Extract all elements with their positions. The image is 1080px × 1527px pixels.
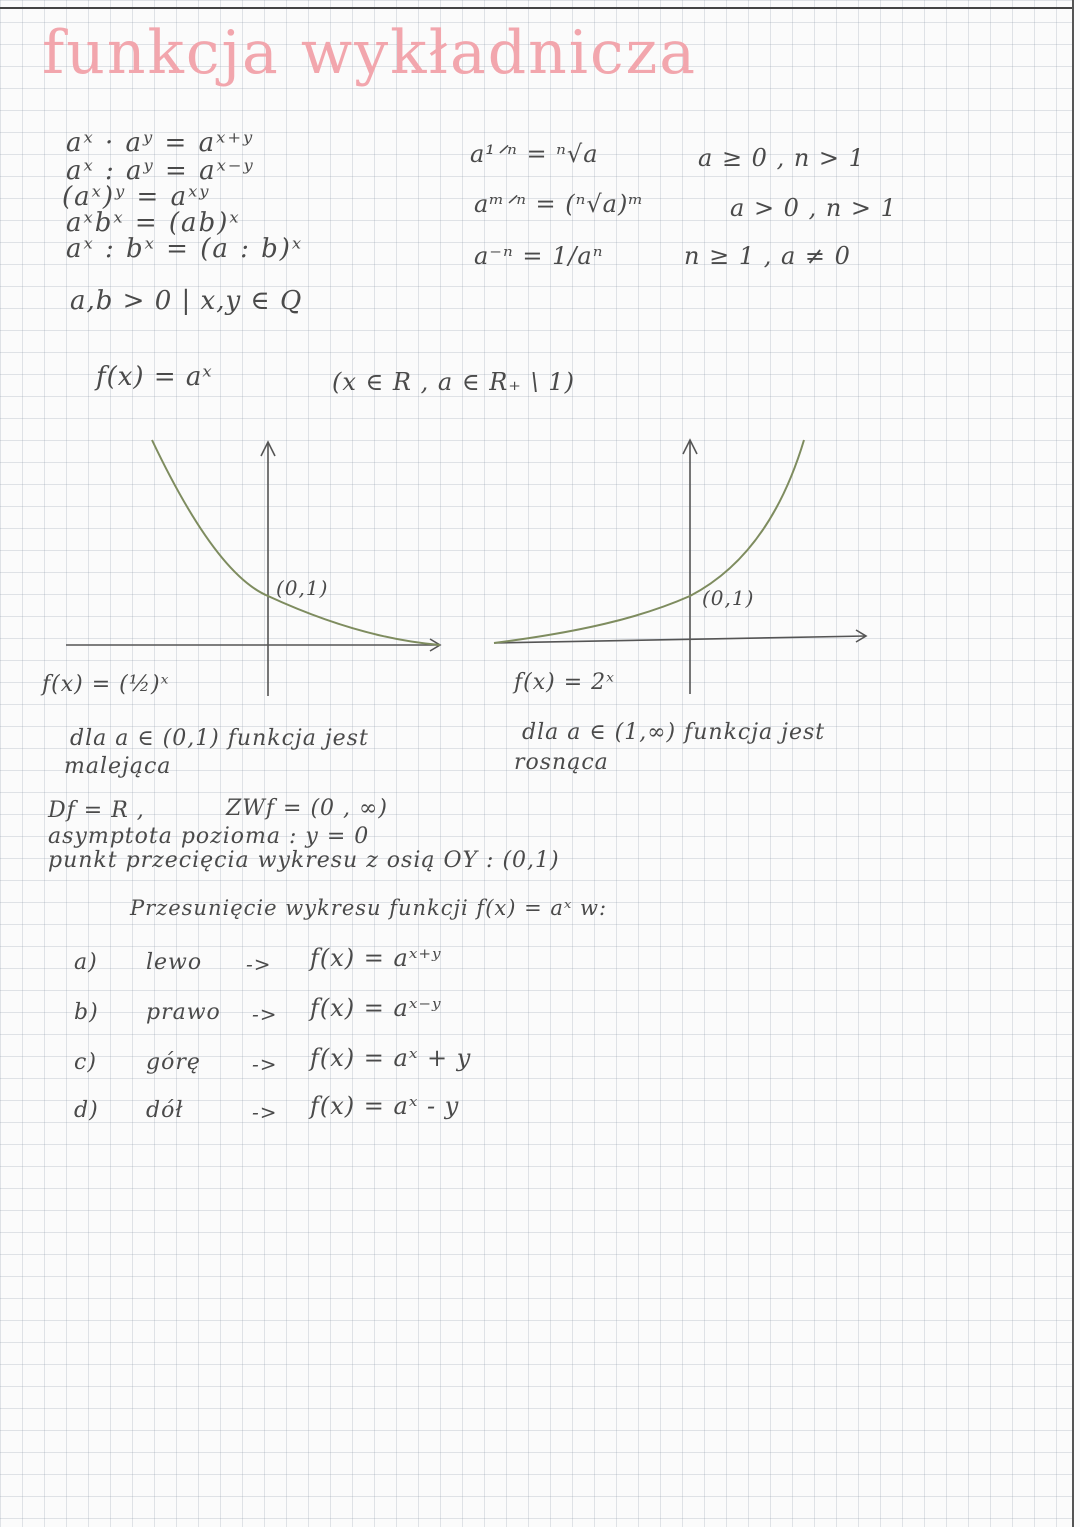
right-graph-label: f(x) = 2ˣ: [514, 670, 615, 695]
left-graph: [66, 440, 440, 696]
range-property: ZWf = (0 , ∞): [226, 796, 388, 821]
asymptote-property: asymptota pozioma : y = 0: [48, 824, 370, 849]
power-rule-2: aˣ : aʸ = aˣ⁻ʸ: [66, 156, 255, 186]
root-rule-1-condition: a ≥ 0 , n > 1: [698, 144, 865, 172]
right-curve: [494, 440, 804, 643]
shift-letter-a: a): [74, 950, 98, 975]
root-rule-2: aᵐᐟⁿ = (ⁿ√a)ᵐ: [474, 190, 645, 218]
shift-letter-d: d): [74, 1098, 99, 1123]
shift-arrow-d: ->: [252, 1100, 278, 1124]
shift-letter-c: c): [74, 1050, 97, 1075]
shift-formula-c: f(x) = aˣ + y: [310, 1044, 472, 1072]
shift-formula-a: f(x) = aˣ⁺ʸ: [310, 944, 442, 972]
left-description-line1: dla a ∈ (0,1) funkcja jest: [70, 726, 369, 751]
power-rule-1: aˣ · aʸ = aˣ⁺ʸ: [66, 128, 255, 158]
shift-arrow-a: ->: [246, 952, 272, 976]
right-description-line1: dla a ∈ (1,∞) funkcja jest: [522, 720, 826, 745]
root-rule-2-condition: a > 0 , n > 1: [730, 194, 897, 222]
shift-formula-b: f(x) = aˣ⁻ʸ: [310, 994, 442, 1022]
shift-letter-b: b): [74, 1000, 99, 1025]
shift-direction-up: górę: [146, 1050, 201, 1075]
left-graph-point: (0,1): [276, 576, 329, 600]
shift-direction-right: prawo: [146, 1000, 221, 1025]
graphs-canvas: [0, 0, 1080, 720]
shift-arrow-b: ->: [252, 1002, 278, 1026]
function-definition: f(x) = aˣ: [96, 362, 213, 392]
right-description-line2: rosnąca: [514, 750, 609, 775]
left-graph-label: f(x) = (½)ˣ: [42, 672, 170, 697]
right-graph-point: (0,1): [702, 586, 755, 610]
domain-property: Df = R ,: [48, 798, 145, 823]
left-curve: [152, 440, 440, 645]
power-rule-5: aˣ : bˣ = (a : b)ˣ: [66, 234, 304, 264]
shift-direction-down: dół: [146, 1098, 184, 1123]
right-graph: [494, 440, 866, 694]
right-x-axis: [494, 636, 866, 643]
left-description-line2: malejąca: [64, 754, 172, 779]
function-domain: (x ∈ R , a ∈ R₊ \ 1): [332, 368, 575, 396]
shift-direction-left: lewo: [146, 950, 203, 975]
power-rule-3: (aˣ)ʸ = aˣʸ: [62, 182, 211, 212]
root-rule-3-condition: n ≥ 1 , a ≠ 0: [684, 242, 851, 270]
shift-formula-d: f(x) = aˣ - y: [310, 1092, 460, 1120]
root-rule-3: a⁻ⁿ = 1/aⁿ: [474, 242, 604, 270]
shift-header: Przesunięcie wykresu funkcji f(x) = aˣ w:: [130, 896, 608, 920]
shift-arrow-c: ->: [252, 1052, 278, 1076]
intersection-property: punkt przecięcia wykresu z osią OY : (0,1): [48, 848, 560, 873]
power-rules-condition: a,b > 0 | x,y ∈ Q: [70, 286, 303, 316]
page-title: funkcja wykładnicza: [42, 18, 697, 88]
root-rule-1: a¹ᐟⁿ = ⁿ√a: [470, 140, 599, 168]
power-rule-4: aˣbˣ = (ab)ˣ: [66, 208, 241, 238]
